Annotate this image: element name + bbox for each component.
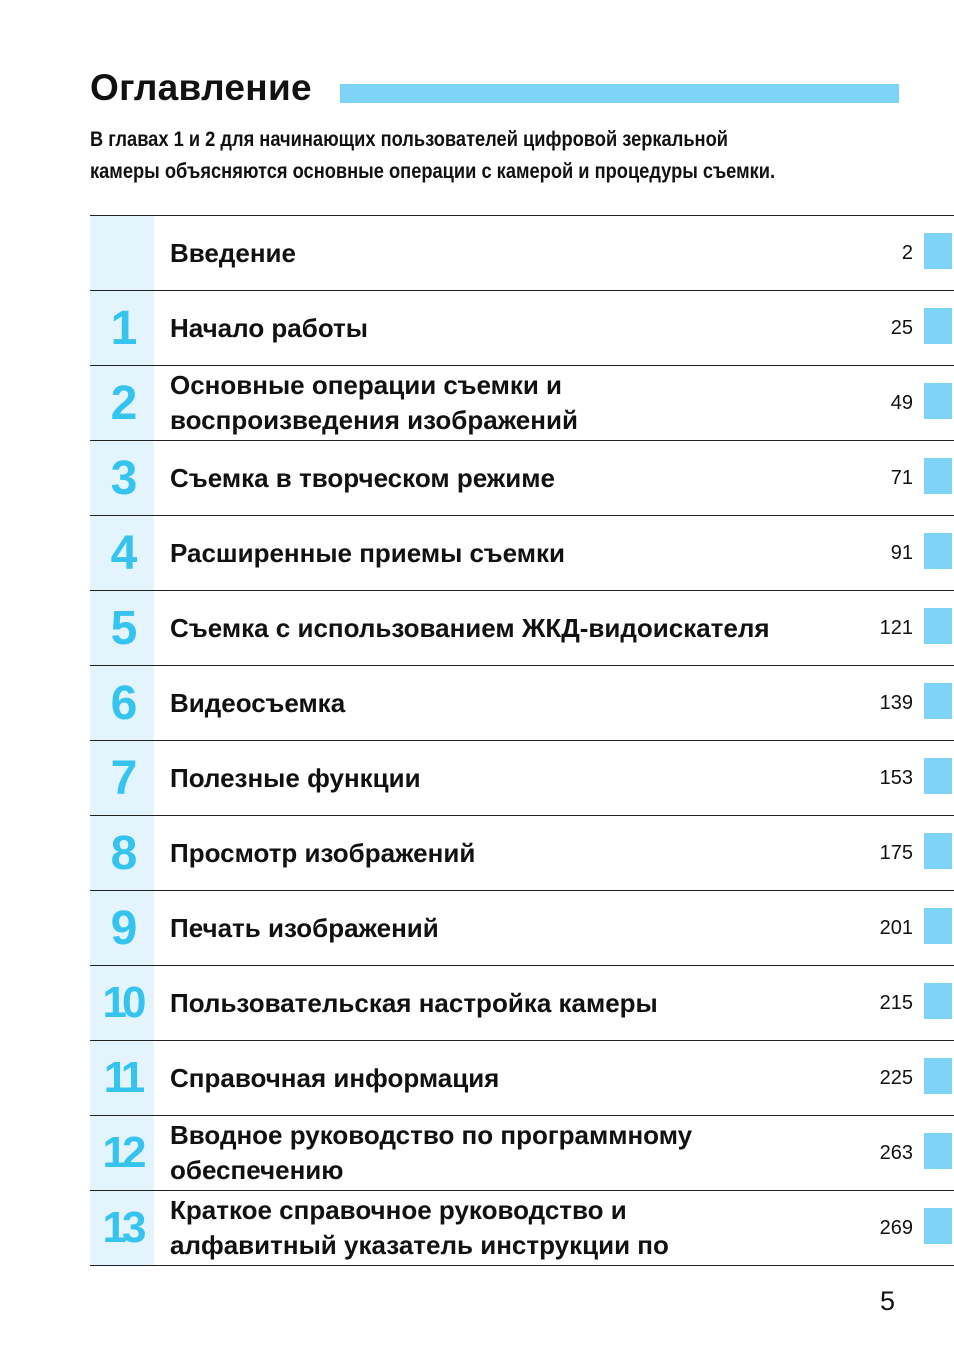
- toc-row[interactable]: [90, 216, 954, 291]
- chapter-title[interactable]: [170, 966, 860, 1040]
- chapter-title[interactable]: [170, 366, 860, 440]
- chapter-title-line: Полезные функции: [170, 762, 421, 793]
- chapter-tab-marker: [924, 833, 952, 869]
- chapter-page-number: 49: [890, 391, 913, 414]
- chapter-page-number: 121: [879, 616, 913, 639]
- intro-line-1: В главах 1 и 2 для начинающих пользователей цифровой зеркальной: [90, 128, 728, 151]
- chapter-number: 11: [103, 1053, 141, 1102]
- chapter-number: 4: [110, 526, 134, 580]
- toc-row[interactable]: [90, 516, 954, 591]
- chapter-title-line: Просмотр изображений: [170, 837, 476, 868]
- chapter-title-text: [170, 1118, 692, 1188]
- chapter-number: 2: [110, 376, 134, 430]
- chapter-title[interactable]: [170, 891, 860, 965]
- chapter-page-number: 225: [879, 1066, 913, 1089]
- chapter-page-number: 153: [879, 766, 913, 789]
- chapter-number: 8: [110, 826, 134, 880]
- toc-row[interactable]: [90, 816, 954, 891]
- chapter-number: 12: [102, 1128, 142, 1177]
- toc-row[interactable]: [90, 966, 954, 1041]
- chapter-title-text: [170, 611, 770, 646]
- chapter-title-line: Основные операции съемки и: [170, 370, 563, 400]
- toc-row[interactable]: [90, 591, 954, 666]
- toc-row[interactable]: [90, 291, 954, 366]
- chapter-tab-marker: [924, 608, 952, 644]
- chapter-title[interactable]: [170, 1041, 860, 1115]
- chapter-title-line: Расширенные приемы съемки: [170, 537, 565, 568]
- toc-row[interactable]: [90, 1041, 954, 1116]
- chapter-title[interactable]: [170, 741, 860, 815]
- chapter-number: [90, 216, 154, 290]
- chapter-tab-marker: [924, 983, 952, 1019]
- chapter-title-text: [170, 536, 565, 571]
- chapter-title-text: [170, 236, 296, 271]
- chapter-title[interactable]: [170, 816, 860, 890]
- chapter-number: 1: [110, 301, 134, 355]
- chapter-title[interactable]: [170, 441, 860, 515]
- chapter-tab-marker: [924, 908, 952, 944]
- chapter-title-line: Справочная информация: [170, 1062, 500, 1093]
- chapter-title-text: [170, 1193, 669, 1263]
- chapter-page-number: 263: [879, 1141, 913, 1164]
- chapter-page-number: 269: [879, 1216, 913, 1239]
- chapter-page-number: 215: [879, 991, 913, 1014]
- chapter-number: 6: [110, 676, 134, 730]
- chapter-tab-marker: [924, 1133, 952, 1169]
- chapter-title-text: [170, 461, 555, 496]
- toc-row[interactable]: [90, 891, 954, 966]
- chapter-title-text: [170, 368, 578, 438]
- chapter-title-line: Пользовательская настройка камеры: [170, 987, 658, 1018]
- chapter-tab-marker: [924, 383, 952, 419]
- chapter-page-number: 91: [890, 541, 913, 564]
- chapter-tab-marker: [924, 458, 952, 494]
- chapter-title[interactable]: [170, 1191, 860, 1265]
- chapter-number: 7: [110, 751, 134, 805]
- chapter-title-line: Введение: [170, 237, 296, 268]
- chapter-page-number: 2: [901, 241, 913, 264]
- chapter-title-line: Вводное руководство по программному: [170, 1120, 693, 1150]
- chapter-title-line: алфавитный указатель инструкции по: [170, 1230, 669, 1260]
- chapter-title-line: Краткое справочное руководство и: [170, 1195, 627, 1225]
- intro-line-2: камеры объясняются основные операции с камерой и процедуры съемки.: [90, 160, 776, 183]
- chapter-number: 10: [102, 978, 142, 1027]
- chapter-number: 13: [102, 1203, 142, 1252]
- chapter-title[interactable]: [170, 1116, 860, 1190]
- toc-row[interactable]: [90, 1116, 954, 1191]
- chapter-number: 3: [110, 451, 134, 505]
- chapter-title-text: [170, 986, 658, 1021]
- toc-row[interactable]: [90, 741, 954, 816]
- chapter-page-number: 139: [879, 691, 913, 714]
- chapter-title-line: Съемка в творческом режиме: [170, 462, 555, 493]
- page-title: Оглавление: [90, 67, 312, 108]
- toc-row[interactable]: [90, 1191, 954, 1266]
- chapter-title-line: обеспечению: [170, 1155, 344, 1185]
- toc-row[interactable]: [90, 366, 954, 441]
- chapter-title-text: [170, 686, 345, 721]
- chapter-page-number: 25: [890, 316, 913, 339]
- chapter-tab-marker: [924, 233, 952, 269]
- chapter-title[interactable]: [170, 516, 860, 590]
- table-of-contents: [90, 215, 954, 1266]
- chapter-number: 5: [110, 601, 134, 655]
- chapter-page-number: 71: [890, 466, 913, 489]
- toc-row[interactable]: [90, 441, 954, 516]
- chapter-title-line: Съемка с использованием ЖКД-видоискателя: [170, 612, 770, 643]
- chapter-title-line: воспроизведения изображений: [170, 405, 578, 435]
- toc-row[interactable]: [90, 666, 954, 741]
- chapter-tab-marker: [924, 758, 952, 794]
- page-number: 5: [880, 1286, 896, 1316]
- chapter-title-text: [170, 911, 439, 946]
- chapter-number: 9: [110, 901, 134, 955]
- chapter-title-line: Видеосъемка: [170, 687, 346, 718]
- chapter-tab-marker: [924, 308, 952, 344]
- chapter-title-text: [170, 836, 475, 871]
- chapter-page-number: 175: [879, 841, 913, 864]
- chapter-title[interactable]: [170, 291, 860, 365]
- chapter-tab-marker: [924, 1208, 952, 1244]
- chapter-tab-marker: [924, 1058, 952, 1094]
- intro-text: [90, 124, 812, 188]
- chapter-tab-marker: [924, 533, 952, 569]
- chapter-title[interactable]: [170, 591, 860, 665]
- chapter-title-text: [170, 761, 421, 796]
- chapter-title-line: Начало работы: [170, 312, 368, 343]
- chapter-title[interactable]: [170, 666, 860, 740]
- chapter-page-number: 201: [879, 916, 913, 939]
- chapter-tab-marker: [924, 683, 952, 719]
- chapter-title-line: Печать изображений: [170, 912, 439, 943]
- title-accent-bar: [340, 84, 899, 103]
- chapter-title-text: [170, 311, 368, 346]
- chapter-title[interactable]: [170, 216, 860, 290]
- chapter-title-text: [170, 1061, 499, 1096]
